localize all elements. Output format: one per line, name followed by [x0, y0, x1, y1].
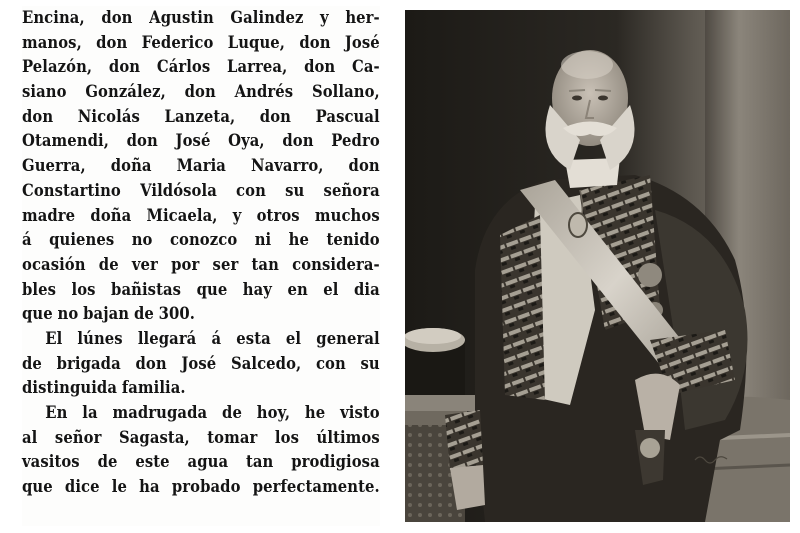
paragraph-start-line: En la madrugada de hoy, he visto [45, 403, 380, 423]
text-line: don Nicolás Lanzeta, don Pascual [22, 106, 380, 127]
text-line: vasitos de este agua tan prodigiosa [22, 452, 380, 473]
text-line: Constartino Vildósola con su señora [22, 180, 380, 201]
text-line: Guerra, doña Maria Navarro, don [22, 156, 380, 177]
text-line: siano González, don Andrés Sollano, [22, 82, 380, 103]
text-line: Otamendi, don José Oya, don Pedro [22, 131, 380, 152]
text-line: ocasión de ver por ser tan considera- [22, 254, 380, 275]
text-line: de brigada don José Salcedo, con su [22, 353, 380, 374]
text-line: manos, don Federico Luque, don José [22, 32, 380, 53]
text-line: Pelazón, don Cárlos Larrea, don Ca- [22, 57, 380, 78]
text-line: al señor Sagasta, tomar los últimos [22, 427, 380, 448]
paragraph-start-line: El lúnes llegará á esta el general [45, 328, 380, 349]
text-line: Encina, don Agustin Galindez y her- [22, 8, 380, 28]
newspaper-clipping [22, 6, 380, 526]
text-line: madre doña Micaela, y otros muchos [22, 205, 380, 226]
text-line: que dice le ha probado perfectamente. [22, 477, 380, 498]
portrait-image [405, 10, 790, 522]
portrait-painting [405, 10, 790, 522]
text-line: á quienes no conozco ni he tenido [22, 230, 380, 251]
text-line: bles los bañistas que hay en el dia [22, 279, 380, 300]
text-line: que no bajan de 300. [22, 304, 196, 325]
text-line: distinguida familia. [22, 378, 186, 399]
